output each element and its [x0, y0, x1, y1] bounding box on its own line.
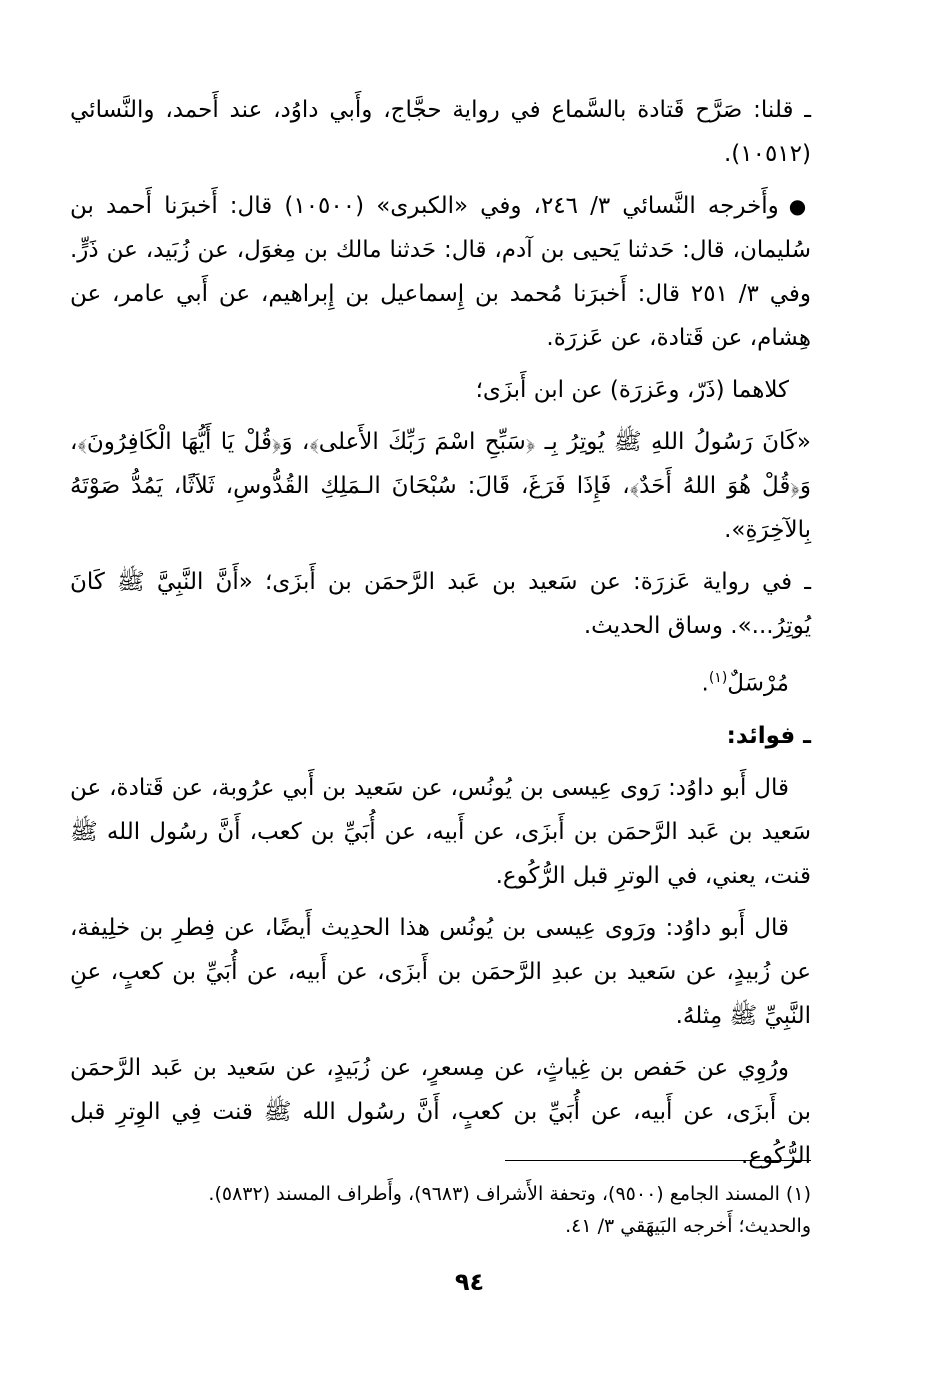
paragraph-mursal: مُرْسَلٌ$^{(١)}$.	[701, 670, 789, 697]
paragraph-azra-narration: ـ في رواية عَزرَة: عن سَعيد بن عَبد الرَّحمَن بن أَبزَى؛ «أَنَّ النَّبِيَّ ﷺ كَانَ يُوتِرُ...». وساق الحديث.	[70, 569, 811, 639]
mursal-label: مُرْسَلٌ	[727, 670, 789, 697]
paragraph-abu-dawud-2: قال أَبو داوُد: ورَوى عِيسى بن يُونُس هذا الحدِيث أَيضًا، عن فِطرِ بن خلِيفة، عن زُبيدٍ، عن سَعيد بن عبدِ الرَّحمَن بن أَبزَى، عن أَبيه، عن أُبَيِّ بن كعبٍ، عنِ النَّبِيِّ ﷺ مِثلهُ.	[70, 914, 811, 1029]
paragraph-nasai-chain	[70, 184, 811, 360]
paragraph-qatada-note: ـ قلنا: صَرَّح قَتادة بالسَّماع في رواية حجَّاج، وأَبي داوُد، عند أَحمد، والنَّسائي (١٠٥١٢).	[70, 97, 811, 167]
footnote-2: والحديث؛ أَخرجه البَيهَقي ٣/ ٤١.	[565, 1215, 811, 1237]
paragraph-hafs-narration: ورُوِي عن حَفص بن غِياثٍ، عن مِسعرٍ، عن زُبَيدٍ، عن سَعيد بن عَبد الرَّحمَن بن أَبزَى، عن أَبيه، عن أُبَيِّ بن كعبٍ، أَنَّ رسُول الله ﷺ قنت فِي الوِترِ قبل الرُّكُوع.	[70, 1054, 811, 1169]
footnotes	[100, 1178, 811, 1242]
bullet-icon: ●	[788, 194, 812, 218]
paragraph-abu-dawud-1: قال أَبو داوُد: رَوى عِيسى بن يُونُس، عن سَعيد بن أَبي عرُوبة، عن قَتادة، عن سَعيد بن عَبد الرَّحمَن بن أَبزَى، عن أَبيه، عن أُبَيِّ بن كعب، أَنَّ رسُول الله ﷺ قنت، يعني، في الوترِ قبل الرُّكُوع.	[70, 774, 811, 889]
paragraph-nasai-text: وأَخرجه النَّسائي ٣/ ٢٤٦، وفي «الكبرى» (١٠٥٠٠) قال: أَخبرَنا أَحمد بن سُليمان، قال: حَدثنا يَحيى بن آدم، قال: حَدثنا مالك بن مِغوَل، عن زُبَيد، عن ذَرٍّ. وفي ٣/ ٢٥١ قال: أَخبرَنا مُحمد بن إِسماعيل بن إِبراهيم، عن أَبي عامر، عن هِشام، عن قَتادة، عن عَزرَة.	[70, 193, 811, 351]
footnote-reference: (١)	[708, 670, 728, 686]
paragraph-hadith-text: «كَانَ رَسُولُ اللهِ ﷺ يُوتِرُ بِـ ﴿سَبِّحِ اسْمَ رَبِّكَ الأَعلى﴾، وَ﴿قُلْ يَا أَيُّهَا الْكَافِرُونَ﴾، وَ﴿قُلْ هُوَ اللهُ أَحَدٌ﴾، فَإِذَا فَرَغَ، قَالَ: سُبْحَانَ الـمَلِكِ القُدُّوسِ، ثَلاَثًا، يَمُدُّ صَوْتَهُ بِالآخِرَةِ».	[70, 429, 811, 543]
footnote-divider	[505, 1160, 811, 1161]
paragraph-both-narrators: كلاهما (ذَرّ، وعَزرَة) عن ابن أَبزَى؛	[475, 377, 789, 403]
footnote-1: (١) المسند الجامع (٩٥٠٠)، وتحفة الأَشراف (٩٦٨٣)، وأَطراف المسند (٥٨٣٢).	[208, 1183, 811, 1205]
main-text	[70, 88, 811, 1186]
page-number: ٩٤	[454, 1268, 485, 1296]
benefits-heading: ـ فوائد:	[726, 722, 811, 749]
